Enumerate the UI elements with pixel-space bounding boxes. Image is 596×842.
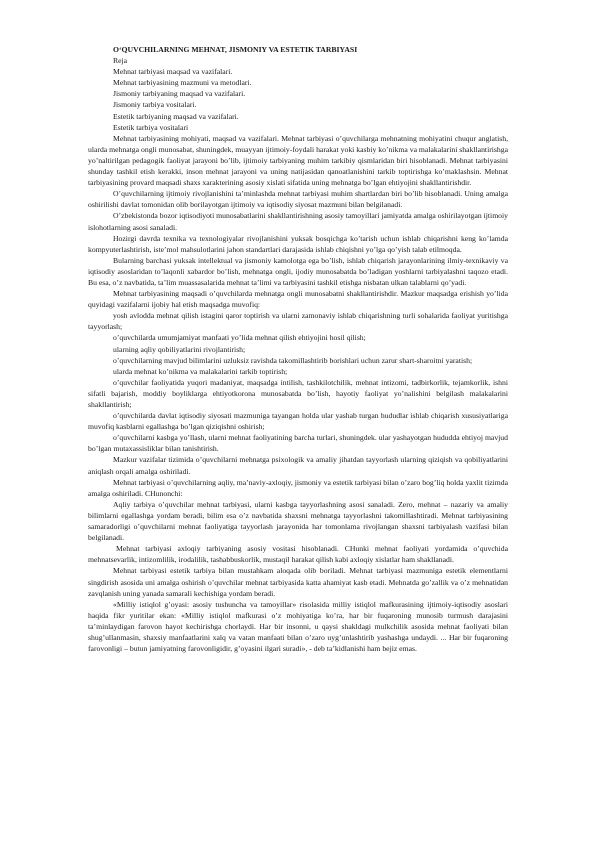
body-text (88, 133, 508, 654)
paragraph: Mehnat tarbiyasi axloqiy tarbiyaning asosiy vositasi hisoblanadi. CHunki mehnat faoliyati yordamida o’quvchida mehnatsevarlik, intizomlilik, irodalilik, tashabbuskorlik, mustaqil harakat qilish kabi axloqiy xislatlar ham shakllanadi. (88, 544, 508, 565)
task-list-item: ularda mehnat ko’nikma va malakalarini tarkib toptirish; (113, 366, 288, 376)
plan-item: Estetik tarbiya vositalari (113, 122, 189, 132)
paragraph: Bularning barchasi yuksak intellektual va jismoniy kamolotga ega bo’lish, ishlab chiqarish jarayonlarining ilmiy-texnikaviy va iqtisodiy asoslaridan to’laqonli xabardor bo’lish, mehnatga ongli, ijodiy munosabatda bo’ladigan yoshlarni tarbiyalashni taqozo etadi. Bu esa, o’z navbatida, ta’lim muassasalarida mehnat ta’limi va tarbiyasini tashkil etishga nisbatan ulkan talablarni qo’yadi. (88, 255, 508, 287)
paragraph: Mehnat tarbiyasi estetik tarbiya bilan mustahkam aloqada olib boriladi. Mehnat tarbiyasi mazmuniga estetik elementlarni singdirish asosida uni amalga oshirish o’quvchilar mehnat tarbiyasida katta ahamiyat kasb etadi. Mehnatda go’zallik va o’z mehnatidan zavqlanish uning yanada samarali kechishiga yordam beradi. (88, 566, 508, 598)
task-list-item: ularning aqliy qobiliyatlarini rivojlantirish; (113, 344, 246, 354)
paragraph: Mazkur vazifalar tizimida o’quvchilarni mehnatga psixologik va amaliy jihatdan tayyorlash ularning qiziqish va qobiliyatlarini aniqlash orqali amalga oshiriladi. (88, 455, 508, 476)
paragraph: Hozirgi davrda texnika va texnologiyalar rivojlanishini yuksak bosqichga ko’tarish uchun ishlab chiqarishni keng ko’lamda kompyuterlashtirish, iste’mol mahsulotlarini jahon standartlari darajasida ishlab chiqishni yo’lga qo’yish talab etilmoqda. (88, 233, 508, 254)
paragraph: Aqliy tarbiya o’quvchilar mehnat tarbiyasi, ularni kasbga tayyorlashning asosi sanaladi. Zero, mehnat – nazariy va amaliy bilimlarni egallashga yordam beradi, bilim esa o’z navbatida shaxsni mehnatga tayyorlashni takomillashtiradi. Mehnat tarbiyasining samaradorligi o’quvchilarni mehnat faoliyatiga tayyorlash jarayonida har tomonlama rivojlangan shaxsni tarbiyalash vazifasi bilan belgilanadi. (88, 499, 508, 543)
plan-heading: Reja (113, 56, 128, 66)
task-list-item: o’quvchilar faoliyatida yuqori madaniyat, maqsadga intilish, tashkilotchilik, mehnat intizomi, tadbirkorlik, tejamkorlik, ishni sifatli bajarish, moddiy boyliklarga ehtiyotkorona munosabatda bo’lish, hayotiy faoliyat yo’nalishini belgilash malakalarini shakllantirish; (88, 377, 508, 409)
paragraph: O’quvchilarning ijtimoiy rivojlanishini ta’minlashda mehnat tarbiyasi muhim shartlardan biri bo’lib hisoblanadi. Uning amalga oshirilishi davlat tomonidan olib borilayotgan ijtimoiy va iqtisodiy siyosat mazmuni bilan belgilanadi. (88, 189, 508, 210)
paragraph: Mehnat tarbiyasining maqsadi o’quvchilarda mehnatga ongli munosabatni shakllantirishdir. Mazkur maqsadga erishish yo’lida quyidagi vazifalarni ijobiy hal etish maqsadga muvofiq: (88, 289, 508, 310)
plan-item: Mehnat tarbiyasining mazmuni va metodlari. (113, 78, 252, 88)
task-list-item: o’quvchilarda davlat iqtisodiy siyosati mazmuniga tayangan holda ular yashab turgan hududlar ishlab chiqarish xususiyatlariga muvofiq kasblarni egallashga bo’lgan qiziqishni oshirish; (88, 411, 508, 432)
document-page (88, 44, 508, 654)
paragraph: Mehnat tarbiyasining mohiyati, maqsad va vazifalari. Mehnat tarbiyasi o’quvchilarga mehnatning mohiyatini chuqur anglatish, ularda mehnatga ongli munosabat, shuningdek, muayyan ijtimoiy-foydali harakat yoki kasbiy ko’nikma va malakalarini shakllantirishga yo’naltirilgan pedagogik faoliyat jarayoni bo’lib, ijtimoiy tarbiyaning muhim tarkibiy qismlaridan biri hisoblanadi. Mehnat tarbiyasini shunday tashkil etish kerakki, inson mehnat jarayoni va uning natijasidan qanoatlanishini tarkib toptirishga ko’maklashsin. Mehnat tarbiyasining provard maqsadi shaxs xarakterining asosiy xislati sifatida uning mehnatga bo’lgan ehtiyojini shakllantirishdir. (88, 133, 508, 188)
task-list-item: o’quvchilarni kasbga yo’llash, ularni mehnat faoliyatining barcha turlari, shuningdek. ular yashayotgan hududda ehtiyoj mavjud bo’lgan mutaxassisliklar bilan tanishtirish. (88, 433, 508, 454)
task-list-item: o’quvchilarning mavjud bilimlarini uzluksiz ravishda takomillashtirib borishlari uchun zarur shart-sharoitni yaratish; (113, 355, 473, 365)
task-list-item: o’quvchilarda umumjamiyat manfaati yo’lida mehnat qilish ehtiyojini hosil qilish; (113, 333, 366, 343)
plan-item: Mehnat tarbiyasi maqsad va vazifalari. (113, 67, 233, 77)
plan-item: Jismoniy tarbiya vositalari. (113, 100, 197, 110)
plan-item: Estetik tarbiyaning maqsad va vazifalari. (113, 111, 239, 121)
paragraph: Mehnat tarbiyasi o’quvchilarning aqliy, ma’naviy-axloqiy, jismoniy va estetik tarbiyasi bilan o’zaro bog’liq holda yaxlit tizimda amalga oshiriladi. CHunonchi: (88, 477, 508, 498)
task-list-item: yosh avlodda mehnat qilish istagini qaror toptirish va ularni zamonaviy ishlab chiqarishning turli sohalarida faoliyat yuritishga tayyorlash; (88, 311, 508, 332)
plan-item: Jismoniy tarbiyaning maqsad va vazifalari. (113, 89, 246, 99)
document-title: O‘QUVCHILARNING MEHNAT, JISMONIY VA ESTETIK TARBIYASI (113, 45, 358, 54)
paragraph: «Milliy istiqlol g’oyasi: asosiy tushuncha va tamoyillar» risolasida milliy istiqlol mafkurasining ijtimoiy-iqtisodiy asoslari haqida fikr yuritilar ekan: «Milliy istiqlol mafkurasi o’z mohiyatiga ko’ra, har bir fuqaroning munosib turmush darajasini ta’minlaydigan farovon hayot kechirishga chorlaydi. Har bir insonni, u qaysi shakldagi mulkchilik asosida mehnat faoliyati bilan shug’ullanmasin, shaxsiy manfaatlarini xalq va vatan manfaati bilan o’zaro uyg’unlashtirib yashashga undaydi. ... Har bir fuqaroning farovonligi – butun jamiyatning farovonligidir, g’oyasini ilgari suradi», - deb ta’kidlanishi ham bejiz emas. (88, 599, 508, 654)
paragraph: O’zbekistonda bozor iqtisodiyoti munosabatlarini shakllantirishning asosiy tamoyillari jamiyatda amalga oshirilayotgan ijtimoiy islohotlarning asosi sanaladi. (88, 211, 508, 232)
plan-list (88, 55, 508, 133)
